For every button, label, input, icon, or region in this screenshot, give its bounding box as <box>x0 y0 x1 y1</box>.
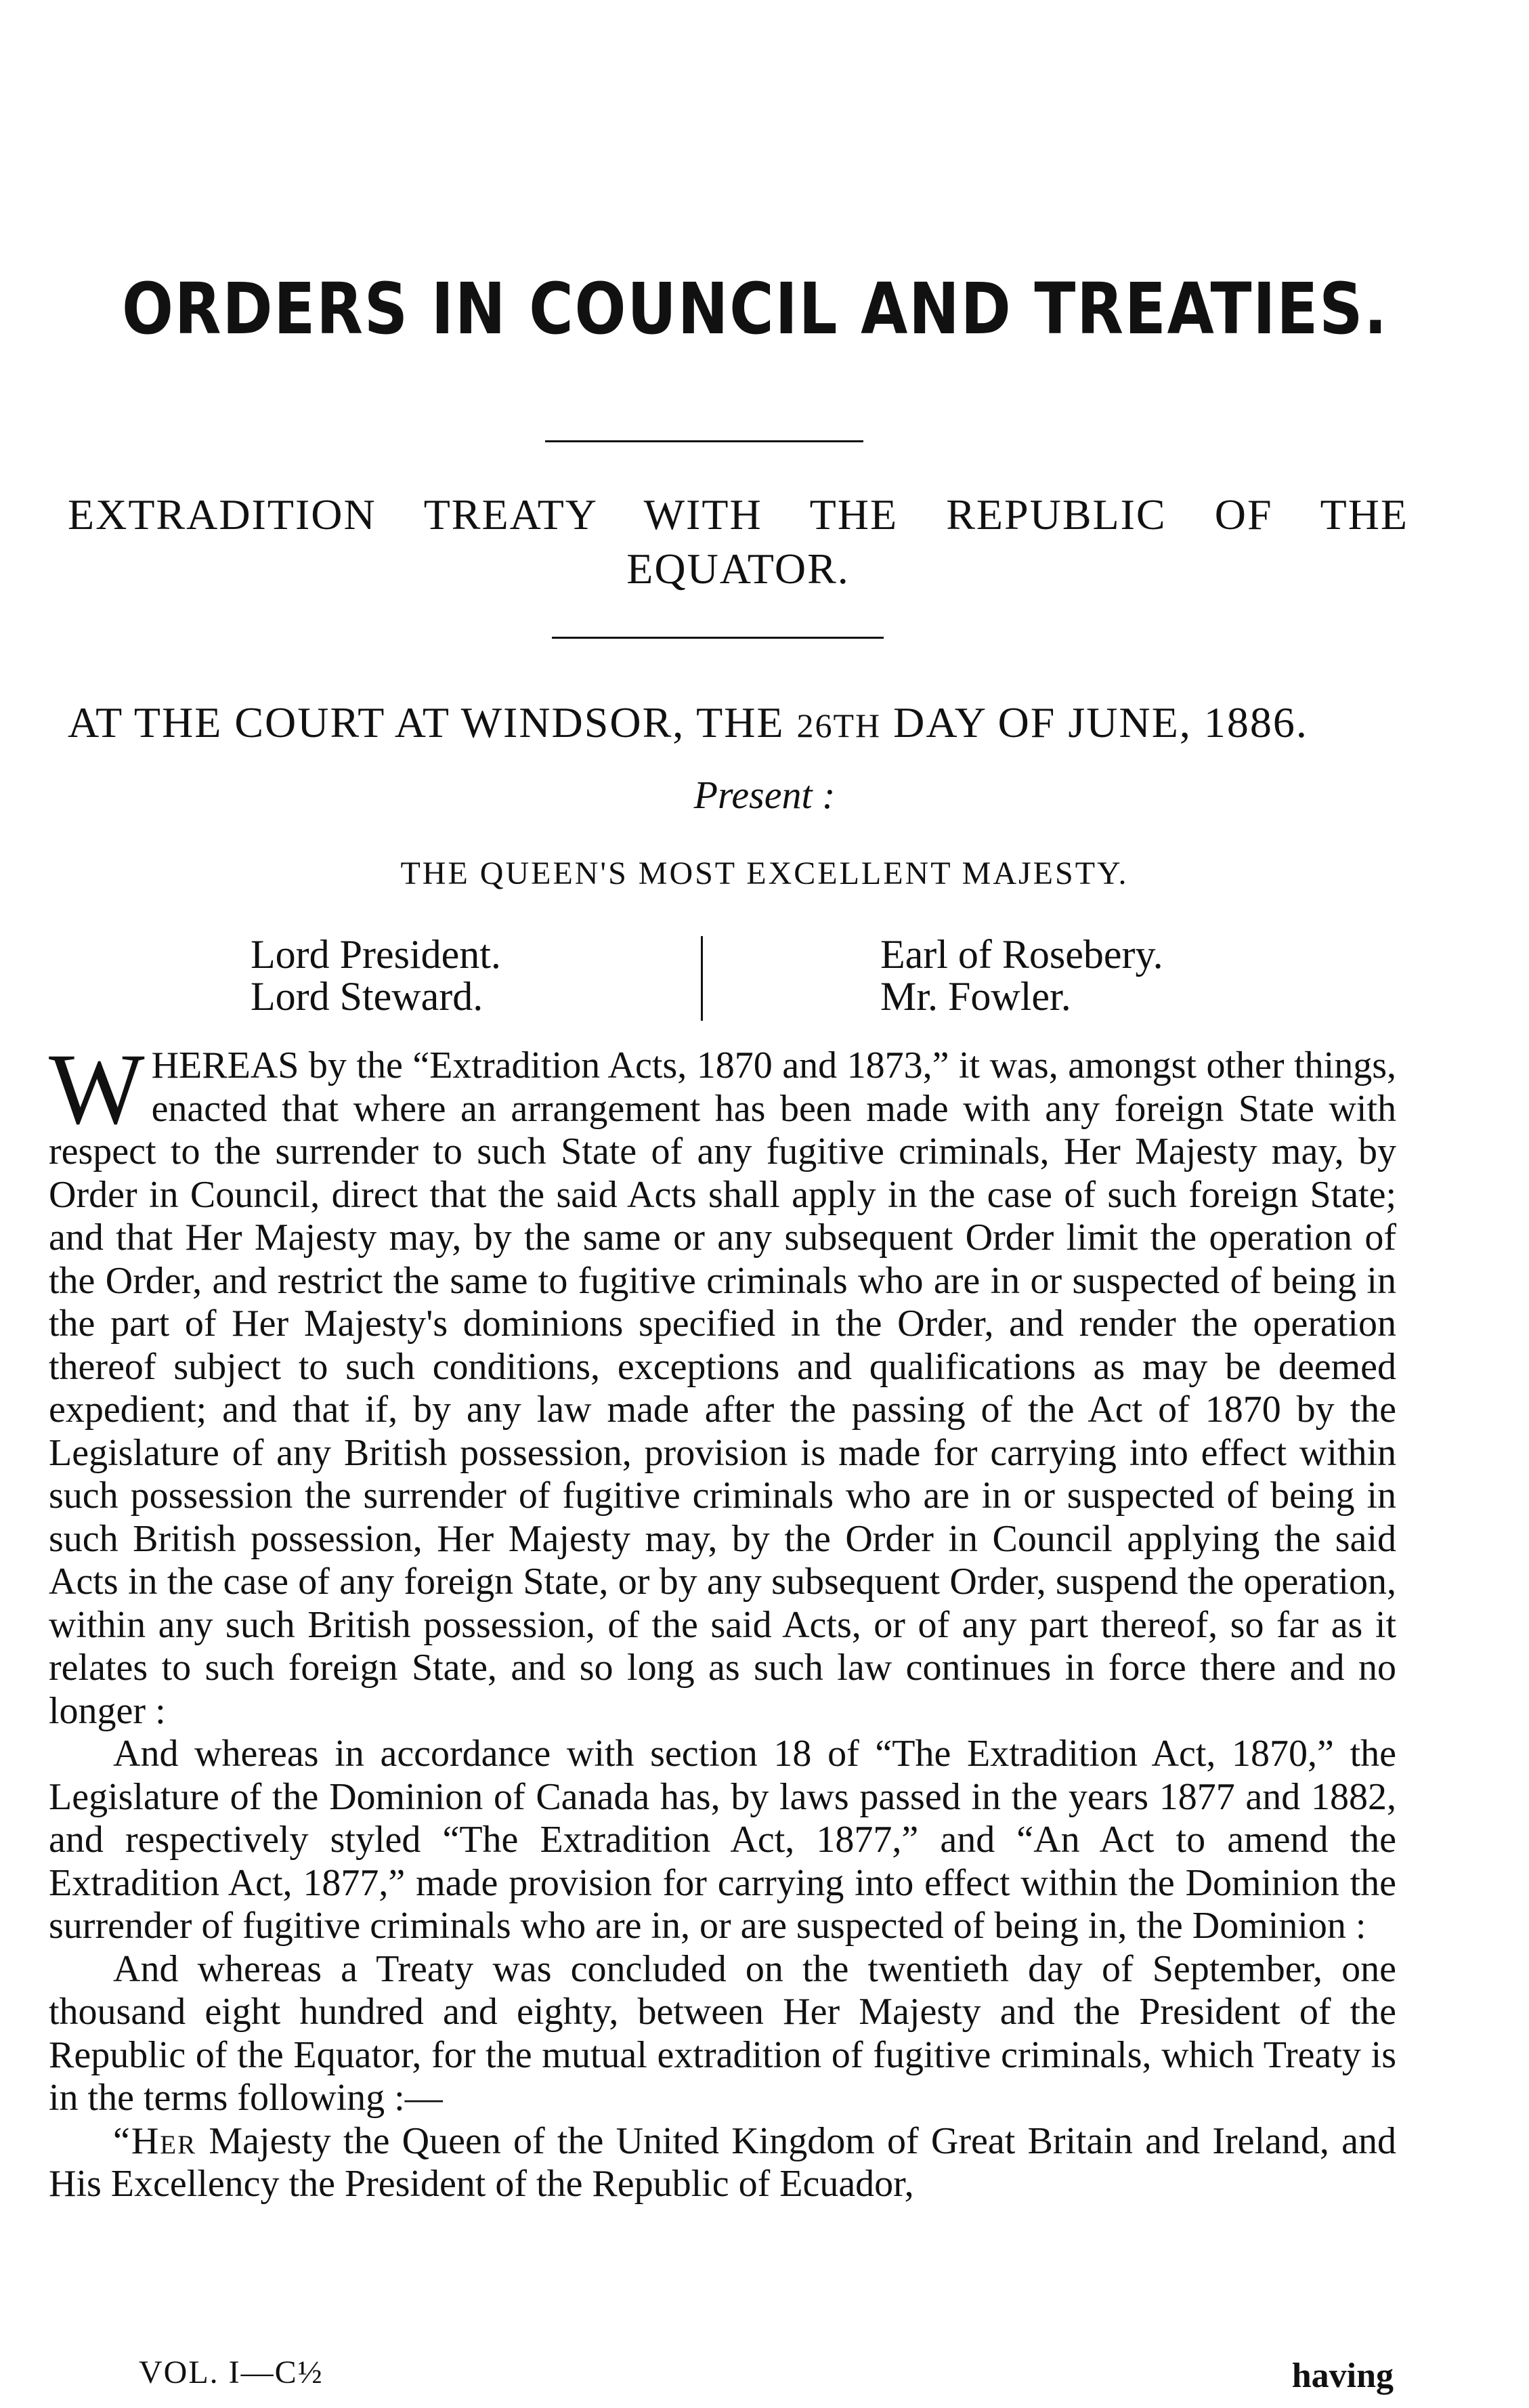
paragraph-whereas-text: HEREAS by the “Extradition Acts, 1870 and 1873,” it was, amongst other things, enacted that where an arrangement has been made with any foreign State with respect to the surrender to such State of any fugitive criminals, Her Majesty may, by Order in Council, direct that the said Acts shall apply in the case of such foreign State; and that Her Majesty may, by the same or any subsequent Order limit the operation of the Order, and restrict the same to fugitive criminals who are in or suspected of being in the part of Her Majesty's dominions specified in the Order, and render the operation thereof subject to such conditions, exceptions and qualifications as may be deemed expedient; and that if, by any law made after the passing of the Act of 1870 by the Legislature of any British possession, provision is made for carrying into effect within such possession the surrender of fugitive criminals who are in or suspected of being in such British possession, Her Majesty may, by the Order in Council applying the said Acts in the case of any foreign State, or by any subsequent Order, suspend the operation, within any such British possession, of the said Acts, or of any part thereof, so far as it relates to such foreign State, and so long as such law continues in force there and no longer : <box>49 1044 1396 1732</box>
drop-cap: W <box>49 1033 145 1145</box>
members-right <box>880 933 1163 1017</box>
court-heading <box>68 698 1395 748</box>
member-mr-fowler: Mr. Fowler. <box>880 974 1071 1019</box>
body-text <box>49 1033 1396 2206</box>
court-prefix: AT THE COURT AT WINDSOR, THE <box>68 698 797 746</box>
members-left <box>251 933 501 1017</box>
member-lord-president: Lord President. <box>251 932 501 977</box>
page-title: ORDERS IN COUNCIL AND TREATIES. <box>122 268 1388 350</box>
members-divider <box>701 936 703 1021</box>
paragraph-her-majesty-text: Majesty the Queen of the United Kingdom of Great Britain and Ireland, and His Excellency the President of the Republic of Ecuador, <box>49 2119 1396 2205</box>
catchword: having <box>1291 2357 1394 2395</box>
member-lord-steward: Lord Steward. <box>251 974 483 1019</box>
treaty-subtitle <box>68 488 1408 596</box>
subtitle-rule <box>552 637 884 639</box>
her-small-caps: “Her <box>113 2119 197 2162</box>
member-earl-rosebery: Earl of Rosebery. <box>880 932 1163 977</box>
subtitle-line-1: EXTRADITION TREATY WITH THE REPUBLIC OF THE <box>68 490 1408 538</box>
court-suffix: DAY OF JUNE, 1886. <box>881 698 1308 746</box>
paragraph-canada: And whereas in accordance with section 18 of “The Extradition Act, 1870,” the Legislature of the Dominion of Canada has, by laws passed in the years 1877 and 1882, and respectively styled “The Extradition Act, 1877,” and “An Act to amend the Extradition Act, 1877,” made provision for carrying into effect within the Dominion the surrender of fugitive criminals who are in, or are suspected of being in, the Dominion : <box>49 1733 1396 1947</box>
paragraph-treaty: And whereas a Treaty was concluded on the twentieth day of September, one thousand eight hundred and eighty, between Her Majesty and the President of the Republic of the Equator, for the mutual extradition of fugitive criminals, which Treaty is in the terms following :— <box>49 1947 1396 2119</box>
subtitle-line-2: EQUATOR. <box>626 545 850 593</box>
court-day: 26TH <box>796 706 882 744</box>
title-rule <box>545 440 863 442</box>
volume-signature: VOL. I—C½ <box>139 2354 324 2390</box>
paragraph-whereas <box>49 1033 1396 1733</box>
paragraph-her-majesty <box>49 2120 1396 2206</box>
present-label: Present : <box>693 773 836 817</box>
majesty-line: THE QUEEN'S MOST EXCELLENT MAJESTY. <box>400 856 1129 891</box>
